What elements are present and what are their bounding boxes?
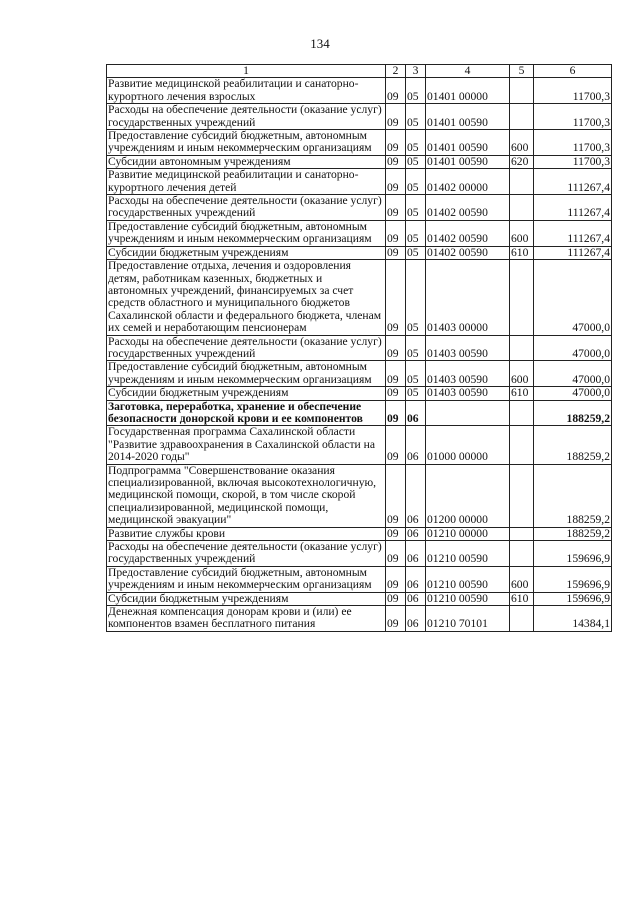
amount-cell: 47000,0 — [534, 361, 612, 387]
amount-cell: 188259,2 — [534, 400, 612, 426]
target-code-cell: 01401 00590 — [426, 155, 510, 168]
expense-type-code-cell: 600 — [510, 566, 534, 592]
target-code-cell: 01403 00000 — [426, 260, 510, 335]
subsection-code-cell: 05 — [406, 220, 426, 246]
row-name-cell: Развитие службы крови — [107, 527, 386, 540]
subsection-code-cell: 05 — [406, 387, 426, 400]
target-code-cell — [426, 400, 510, 426]
row-name-cell: Предоставление субсидий бюджетным, автономным учреждениям и иным некоммерческим организациям — [107, 130, 386, 156]
target-code-cell: 01402 00000 — [426, 169, 510, 195]
row-name-cell: Субсидии автономным учреждениям — [107, 155, 386, 168]
section-code-cell: 09 — [386, 566, 406, 592]
expense-type-code-cell — [510, 464, 534, 527]
section-code-cell: 09 — [386, 246, 406, 259]
expense-type-code-cell — [510, 541, 534, 567]
subsection-code-cell: 06 — [406, 606, 426, 632]
subsection-code-cell: 06 — [406, 400, 426, 426]
section-code-cell: 09 — [386, 592, 406, 605]
expense-type-code-cell — [510, 78, 534, 104]
section-code-cell: 09 — [386, 169, 406, 195]
amount-cell: 188259,2 — [534, 426, 612, 464]
table-row — [107, 541, 612, 567]
section-code-cell: 09 — [386, 220, 406, 246]
row-name-cell: Расходы на обеспечение деятельности (оказание услуг) государственных учреждений — [107, 104, 386, 130]
header-cell: 6 — [534, 65, 612, 78]
subsection-code-cell: 06 — [406, 541, 426, 567]
section-code-cell: 09 — [386, 426, 406, 464]
expense-type-code-cell: 610 — [510, 387, 534, 400]
target-code-cell: 01200 00000 — [426, 464, 510, 527]
amount-cell: 111267,4 — [534, 220, 612, 246]
row-name-cell: Предоставление субсидий бюджетным, автономным учреждениям и иным некоммерческим организациям — [107, 220, 386, 246]
section-code-cell: 09 — [386, 464, 406, 527]
table-row — [107, 335, 612, 361]
section-code-cell: 09 — [386, 104, 406, 130]
table-header-row — [107, 65, 612, 78]
row-name-cell: Заготовка, переработка, хранение и обеспечение безопасности донорской крови и ее компонентов — [107, 400, 386, 426]
expense-type-code-cell — [510, 335, 534, 361]
target-code-cell: 01210 00000 — [426, 527, 510, 540]
table-row — [107, 387, 612, 400]
table-row — [107, 155, 612, 168]
expense-type-code-cell: 610 — [510, 592, 534, 605]
table-row — [107, 260, 612, 335]
section-code-cell: 09 — [386, 527, 406, 540]
amount-cell: 11700,3 — [534, 130, 612, 156]
target-code-cell: 01000 00000 — [426, 426, 510, 464]
target-code-cell: 01402 00590 — [426, 195, 510, 221]
amount-cell: 188259,2 — [534, 527, 612, 540]
table-row — [107, 104, 612, 130]
target-code-cell: 01402 00590 — [426, 246, 510, 259]
expense-type-code-cell: 600 — [510, 130, 534, 156]
section-code-cell: 09 — [386, 78, 406, 104]
target-code-cell: 01403 00590 — [426, 361, 510, 387]
section-code-cell: 09 — [386, 541, 406, 567]
subsection-code-cell: 05 — [406, 361, 426, 387]
expense-type-code-cell: 620 — [510, 155, 534, 168]
target-code-cell: 01210 00590 — [426, 592, 510, 605]
amount-cell: 111267,4 — [534, 195, 612, 221]
table-row — [107, 400, 612, 426]
expense-type-code-cell: 600 — [510, 361, 534, 387]
amount-cell: 11700,3 — [534, 155, 612, 168]
table-row — [107, 527, 612, 540]
amount-cell: 47000,0 — [534, 335, 612, 361]
row-name-cell: Субсидии бюджетным учреждениям — [107, 246, 386, 259]
budget-table — [106, 64, 612, 632]
expense-type-code-cell — [510, 426, 534, 464]
target-code-cell: 01403 00590 — [426, 387, 510, 400]
row-name-cell: Развитие медицинской реабилитации и санаторно-курортного лечения детей — [107, 169, 386, 195]
section-code-cell: 09 — [386, 400, 406, 426]
expense-type-code-cell: 600 — [510, 220, 534, 246]
amount-cell: 111267,4 — [534, 169, 612, 195]
target-code-cell: 01403 00590 — [426, 335, 510, 361]
amount-cell: 11700,3 — [534, 104, 612, 130]
section-code-cell: 09 — [386, 606, 406, 632]
section-code-cell: 09 — [386, 387, 406, 400]
subsection-code-cell: 05 — [406, 155, 426, 168]
subsection-code-cell: 05 — [406, 335, 426, 361]
table-row — [107, 426, 612, 464]
row-name-cell: Расходы на обеспечение деятельности (оказание услуг) государственных учреждений — [107, 335, 386, 361]
subsection-code-cell: 05 — [406, 195, 426, 221]
subsection-code-cell: 06 — [406, 464, 426, 527]
table-row — [107, 246, 612, 259]
target-code-cell: 01210 00590 — [426, 566, 510, 592]
target-code-cell: 01210 00590 — [426, 541, 510, 567]
target-code-cell: 01210 70101 — [426, 606, 510, 632]
table-row — [107, 130, 612, 156]
row-name-cell: Предоставление субсидий бюджетным, автономным учреждениям и иным некоммерческим организациям — [107, 361, 386, 387]
expense-type-code-cell — [510, 195, 534, 221]
amount-cell: 111267,4 — [534, 246, 612, 259]
subsection-code-cell: 06 — [406, 592, 426, 605]
section-code-cell: 09 — [386, 130, 406, 156]
expense-type-code-cell: 610 — [510, 246, 534, 259]
header-cell: 3 — [406, 65, 426, 78]
row-name-cell: Предоставление отдыха, лечения и оздоровления детям, работникам казенных, бюджетных и автономных учреждений, финансируемых за счет средств областного и муниципального бюджетов Сахалинской области и федерального бюджета, членам их семей и неработающим пенсионерам — [107, 260, 386, 335]
amount-cell: 14384,1 — [534, 606, 612, 632]
expense-type-code-cell — [510, 260, 534, 335]
target-code-cell: 01401 00590 — [426, 130, 510, 156]
amount-cell: 159696,9 — [534, 566, 612, 592]
subsection-code-cell: 05 — [406, 246, 426, 259]
amount-cell: 47000,0 — [534, 260, 612, 335]
table-row — [107, 606, 612, 632]
section-code-cell: 09 — [386, 155, 406, 168]
header-cell: 5 — [510, 65, 534, 78]
header-cell: 4 — [426, 65, 510, 78]
table-row — [107, 195, 612, 221]
target-code-cell: 01401 00590 — [426, 104, 510, 130]
subsection-code-cell: 05 — [406, 169, 426, 195]
target-code-cell: 01401 00000 — [426, 78, 510, 104]
subsection-code-cell: 05 — [406, 78, 426, 104]
subsection-code-cell: 06 — [406, 426, 426, 464]
page-number: 134 — [310, 36, 330, 51]
section-code-cell: 09 — [386, 195, 406, 221]
subsection-code-cell: 06 — [406, 566, 426, 592]
table-row — [107, 169, 612, 195]
table-row — [107, 464, 612, 527]
amount-cell: 11700,3 — [534, 78, 612, 104]
section-code-cell: 09 — [386, 260, 406, 335]
subsection-code-cell: 05 — [406, 260, 426, 335]
header-cell: 1 — [107, 65, 386, 78]
row-name-cell: Субсидии бюджетным учреждениям — [107, 592, 386, 605]
expense-type-code-cell — [510, 400, 534, 426]
section-code-cell: 09 — [386, 335, 406, 361]
row-name-cell: Расходы на обеспечение деятельности (оказание услуг) государственных учреждений — [107, 541, 386, 567]
header-cell: 2 — [386, 65, 406, 78]
table-row — [107, 592, 612, 605]
table-row — [107, 361, 612, 387]
subsection-code-cell: 05 — [406, 104, 426, 130]
subsection-code-cell: 06 — [406, 527, 426, 540]
row-name-cell: Государственная программа Сахалинской области "Развитие здравоохранения в Сахалинской области на 2014-2020 годы" — [107, 426, 386, 464]
row-name-cell: Субсидии бюджетным учреждениям — [107, 387, 386, 400]
row-name-cell: Подпрограмма "Совершенствование оказания специализированной, включая высокотехнологичную, медицинской помощи, скорой, в том числе скорой специализированной, медицинской помощи, медицинской эвакуации" — [107, 464, 386, 527]
table-row — [107, 220, 612, 246]
row-name-cell: Предоставление субсидий бюджетным, автономным учреждениям и иным некоммерческим организациям — [107, 566, 386, 592]
expense-type-code-cell — [510, 606, 534, 632]
row-name-cell: Расходы на обеспечение деятельности (оказание услуг) государственных учреждений — [107, 195, 386, 221]
section-code-cell: 09 — [386, 361, 406, 387]
row-name-cell: Денежная компенсация донорам крови и (или) ее компонентов взамен бесплатного питания — [107, 606, 386, 632]
amount-cell: 188259,2 — [534, 464, 612, 527]
row-name-cell: Развитие медицинской реабилитации и санаторно-курортного лечения взрослых — [107, 78, 386, 104]
expense-type-code-cell — [510, 169, 534, 195]
amount-cell: 47000,0 — [534, 387, 612, 400]
target-code-cell: 01402 00590 — [426, 220, 510, 246]
table-row — [107, 566, 612, 592]
amount-cell: 159696,9 — [534, 541, 612, 567]
subsection-code-cell: 05 — [406, 130, 426, 156]
expense-type-code-cell — [510, 527, 534, 540]
expense-type-code-cell — [510, 104, 534, 130]
amount-cell: 159696,9 — [534, 592, 612, 605]
table-row — [107, 78, 612, 104]
